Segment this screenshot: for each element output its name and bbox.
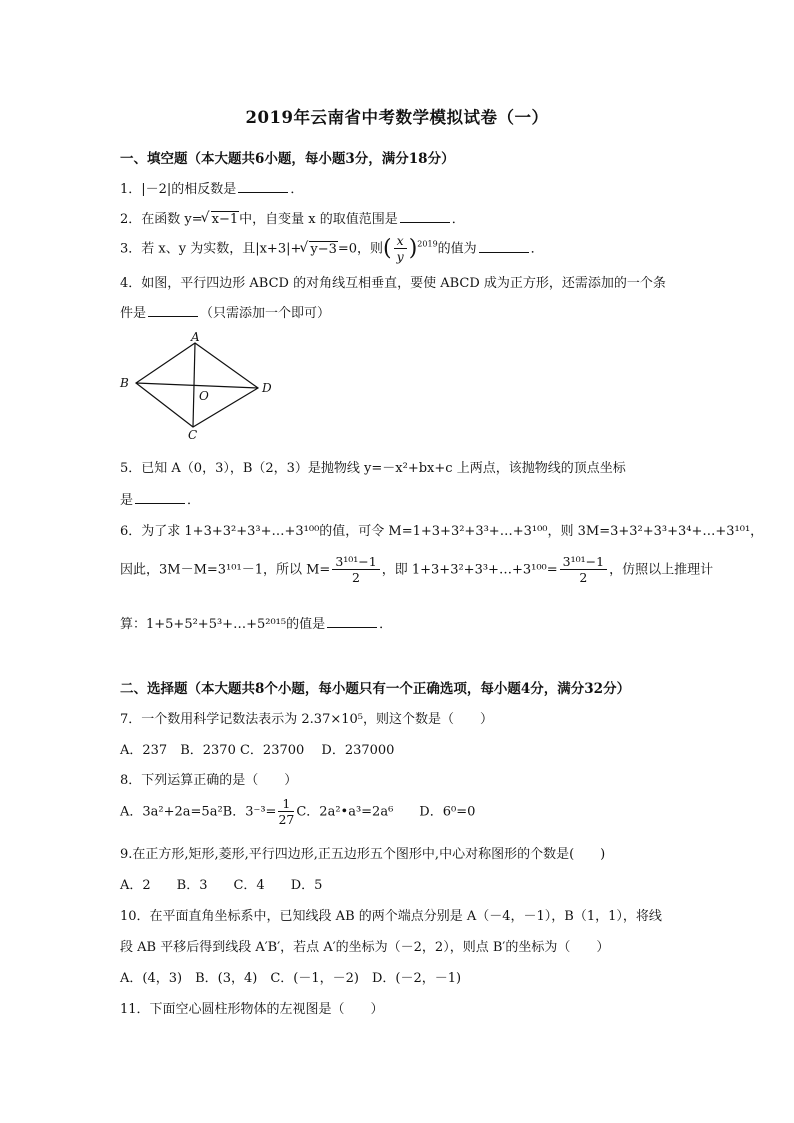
question-7-options: A．237 B．2370 C．23700 D．237000 (120, 743, 395, 758)
exam-title: 2019年云南省中考数学模拟试卷（一） (245, 108, 549, 127)
question-9-options: A．2 B．3 C．4 D．5 (120, 878, 323, 893)
question-10-line-2: 段 AB 平移后得到线段 A′B′，若点 A′的坐标为（－2，2），则点 B′的坐标为（ ） (120, 940, 610, 955)
question-5-line-1: 5．已知 A（0，3），B（2，3）是抛物线 y=－x²+bx+c 上两点，该抛物线的顶点坐标 (120, 461, 626, 476)
question-11: 11．下面空心圆柱形物体的左视图是（ ） (120, 1002, 384, 1017)
diagonal-bd (136, 383, 258, 388)
question-6-line-2: 因此，3M－M=3¹⁰¹－1，所以 M= $\frac{\text{3¹⁰¹−1}}{2}$ ，即 1+3+3²+3³+…+3¹⁰⁰= $\frac{\text{3¹⁰¹−1}}{2}$ ，仿照以上推理计 (120, 554, 714, 585)
label-d: D (262, 381, 272, 395)
rhombus-diagram (114, 330, 284, 442)
question-6-line-1: 6．为了求 1+3+3²+3³+…+3¹⁰⁰的值，可令 M=1+3+3²+3³+…+3¹⁰⁰，则 3M=3+3²+3³+3⁴+…+3¹⁰¹， (120, 524, 764, 539)
sqrt-expression: √ y−3 (301, 242, 338, 257)
sqrt-expression: √ x−1 (203, 212, 240, 227)
question-2: 2．在函数 y=√ x−1中，自变量 x 的取值范围是 ． (120, 208, 465, 227)
fraction: $\frac{\text{3¹⁰¹−1}}{2}$ (332, 555, 379, 585)
fraction: $\frac{1}{27}$ (278, 796, 295, 827)
fraction: $\frac{\text{3¹⁰¹−1}}{2}$ (560, 555, 607, 585)
rhombus-figure (114, 330, 284, 442)
label-a: A (191, 330, 200, 344)
label-c: C (188, 428, 198, 442)
answer-blank (148, 304, 198, 317)
question-10-options: A．(4，3) B．(3，4) C．(－1，－2) D．(－2，－1) (120, 971, 462, 986)
answer-blank (327, 615, 377, 628)
question-8: 8．下列运算正确的是（ ） (120, 773, 298, 788)
answer-blank (238, 180, 288, 193)
question-4-line-2: 件是 （只需添加一个即可） (120, 306, 331, 321)
fraction: $\frac{x}{y}$ (394, 234, 407, 264)
answer-blank (135, 491, 185, 504)
question-1: 1．|－2|的相反数是 ． (120, 182, 304, 197)
question-9: 9.在正方形,矩形,菱形,平行四边形,正五边形五个图形中,中心对称图形的个数是( ) (120, 847, 606, 862)
question-3: 3．若 x、y 为实数，且|x+3|+√ y−3=0，则( $\frac{x}{y}$ )$^{2019}$的值为 ． (120, 234, 544, 264)
section-2-heading: 二、选择题（本大题共8个小题，每小题只有一个正确选项，每小题4分，满分32分） (120, 681, 631, 697)
question-4-line-1: 4．如图，平行四边形 ABCD 的对角线互相垂直，要使 ABCD 成为正方形，还需添加的一个条 (120, 276, 666, 291)
label-b: B (120, 376, 129, 390)
section-1-heading: 一、填空题（本大题共6小题，每小题3分，满分18分） (120, 151, 455, 167)
answer-blank (400, 210, 450, 223)
question-8-options: A．3a²+2a=5a²B．3⁻³= $\frac{1}{27}$ C．2a²•a³=2a⁶ D．6⁰=0 (120, 796, 476, 827)
question-5-line-2: 是 ． (120, 493, 201, 508)
label-o: O (199, 389, 209, 403)
question-10-line-1: 10．在平面直角坐标系中，已知线段 AB 的两个端点分别是 A（－4，－1），B（1，1），将线 (120, 909, 662, 924)
question-6-line-3: 算：1+5+5²+5³+…+5²⁰¹⁵的值是 ． (120, 617, 393, 632)
answer-blank (479, 240, 529, 253)
question-7: 7．一个数用科学记数法表示为 2.37×10⁵，则这个数是（ ） (120, 712, 493, 727)
